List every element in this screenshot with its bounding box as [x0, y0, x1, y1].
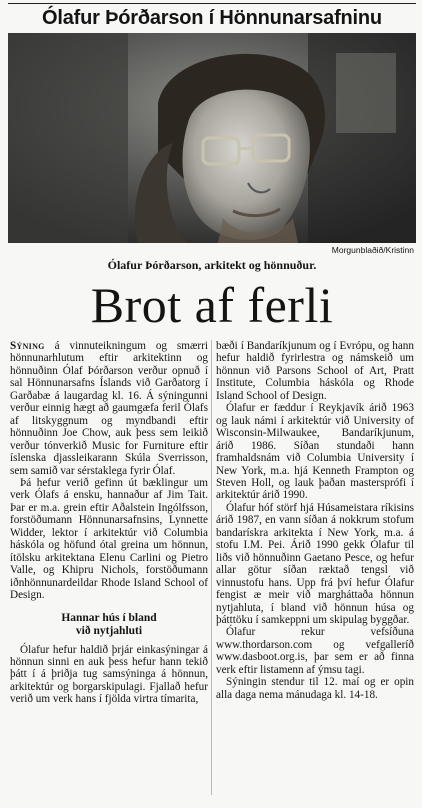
portrait-photo [8, 33, 416, 243]
photo-caption: Ólafur Þórðarson, arkitekt og hönnuður. [107, 258, 317, 272]
left-paragraph-2: Þá hefur verið gefinn út bæklingur um verk Ólafs á ensku, hannaður af Jim Tait. Þar er m.a. grein eftir Aðalstein Ingólfsson, forstöðumann Hönnunarsafnsins, Lynnette Widder, lektor í arkitektúr við Columbia háskóla og höfund ótal greina um hönnun, ítölsku arkitektana Elenu Carlini og Pietro Valle, og Khipru Nichols, forstöðumann iðnhönnunardeildar Rhode Island School of Design. [10, 476, 208, 602]
article-kicker: Ólafur Þórðarson í Hönnunarsafninu [42, 7, 382, 29]
lead-word: Sýning [10, 340, 45, 352]
subheading [10, 612, 208, 638]
left-paragraph-3: Ólafur hefur haldið þrjár einkasýningar á hönnun sinni en auk þess hefur hann tekið þátt í á þriðja tug samsýninga á hönnun, arkitektúr og borgarskipulagi. Fjallað hefur verið um verk hans í fjölda virtra tímarita, [10, 643, 208, 706]
right-paragraph-1: bæði í Bandaríkjunum og í Evrópu, og hann hefur haldið fyrirlestra og námskeið um hönnun við Parsons School of Art, Pratt Institute, Columbia háskóla og Rhode Island School of Design. [216, 340, 414, 402]
left-paragraph-1 [10, 340, 208, 477]
subheading-line-1: Hannar hús í bland [61, 611, 157, 624]
right-paragraph-3: Ólafur hóf störf hjá Húsameistara ríkisins árið 1987, en vann síðan á nokkrum stofum bandarískra arkitekta í New York, m.a. á stofu I.M. Pei. Árið 1990 gekk Ólafur til liðs við hönnuðinn Gaetano Pesce, og hefur allar götur síðan ræktað tengsl við vinnustofu hans. Upp frá því hefur Ólafur fengist æ meir við margháttaða hönnun nytjahluta, í bland við hönnun húsa og þátttöku í samkeppni um skipulag byggðar. [216, 501, 414, 626]
left-paragraph-1-text: á vinnuteikningum og smærri hönnunarhlutum eftir arkitektinn og hönnuðinn Ólaf Þórðarson verður opnuð í sal Hönnunarsafns Íslands við Garðatorg í Garðabæ á laugardag kl. 16. Á sýningunni verður einnig hægt að gaumgæfa feril Ólafs af litskyggnum og myndbandi eftir hönnuðinn Joe Chow, auk þess sem leikið verður tónverkið Music for Furniture eftir íslenska djassleikarann Skúla Sverrisson, sem samið var sérstaklega fyrir Ólaf. [10, 340, 208, 477]
column-divider [211, 340, 212, 795]
top-rule [8, 3, 416, 4]
subheading-line-2: við nytjahluti [75, 624, 143, 637]
right-paragraph-4: Ólafur rekur vefsíðuna www.thordarson.com og vefgalleríð www.dasboot.org.is, þar sem er að finna verk eftir listamenn af ýmsu tagi. [216, 626, 414, 676]
right-column [216, 340, 414, 701]
portrait-illustration [8, 33, 416, 243]
right-paragraph-5: Sýningin stendur til 12. maí og er opin alla daga nema mánudaga kl. 14-18. [216, 676, 414, 701]
right-paragraph-2: Ólafur er fæddur í Reykjavík árið 1963 og lauk námi í arkitektúr við University of Wisconsin-Milwaukee, Bandaríkjunum, árið 1986. Síðan stundaði hann framhaldsnám við Columbia University í New York, m.a. hjá Kenneth Frampton og Steven Holl, og lauk þaðan mastersprófi í arkitektúr árið 1990. [216, 402, 414, 502]
left-column [10, 340, 208, 706]
headline: Brot af ferli [90, 277, 334, 333]
photo-credit: Morgunblaðið/Kristinn [331, 245, 414, 255]
